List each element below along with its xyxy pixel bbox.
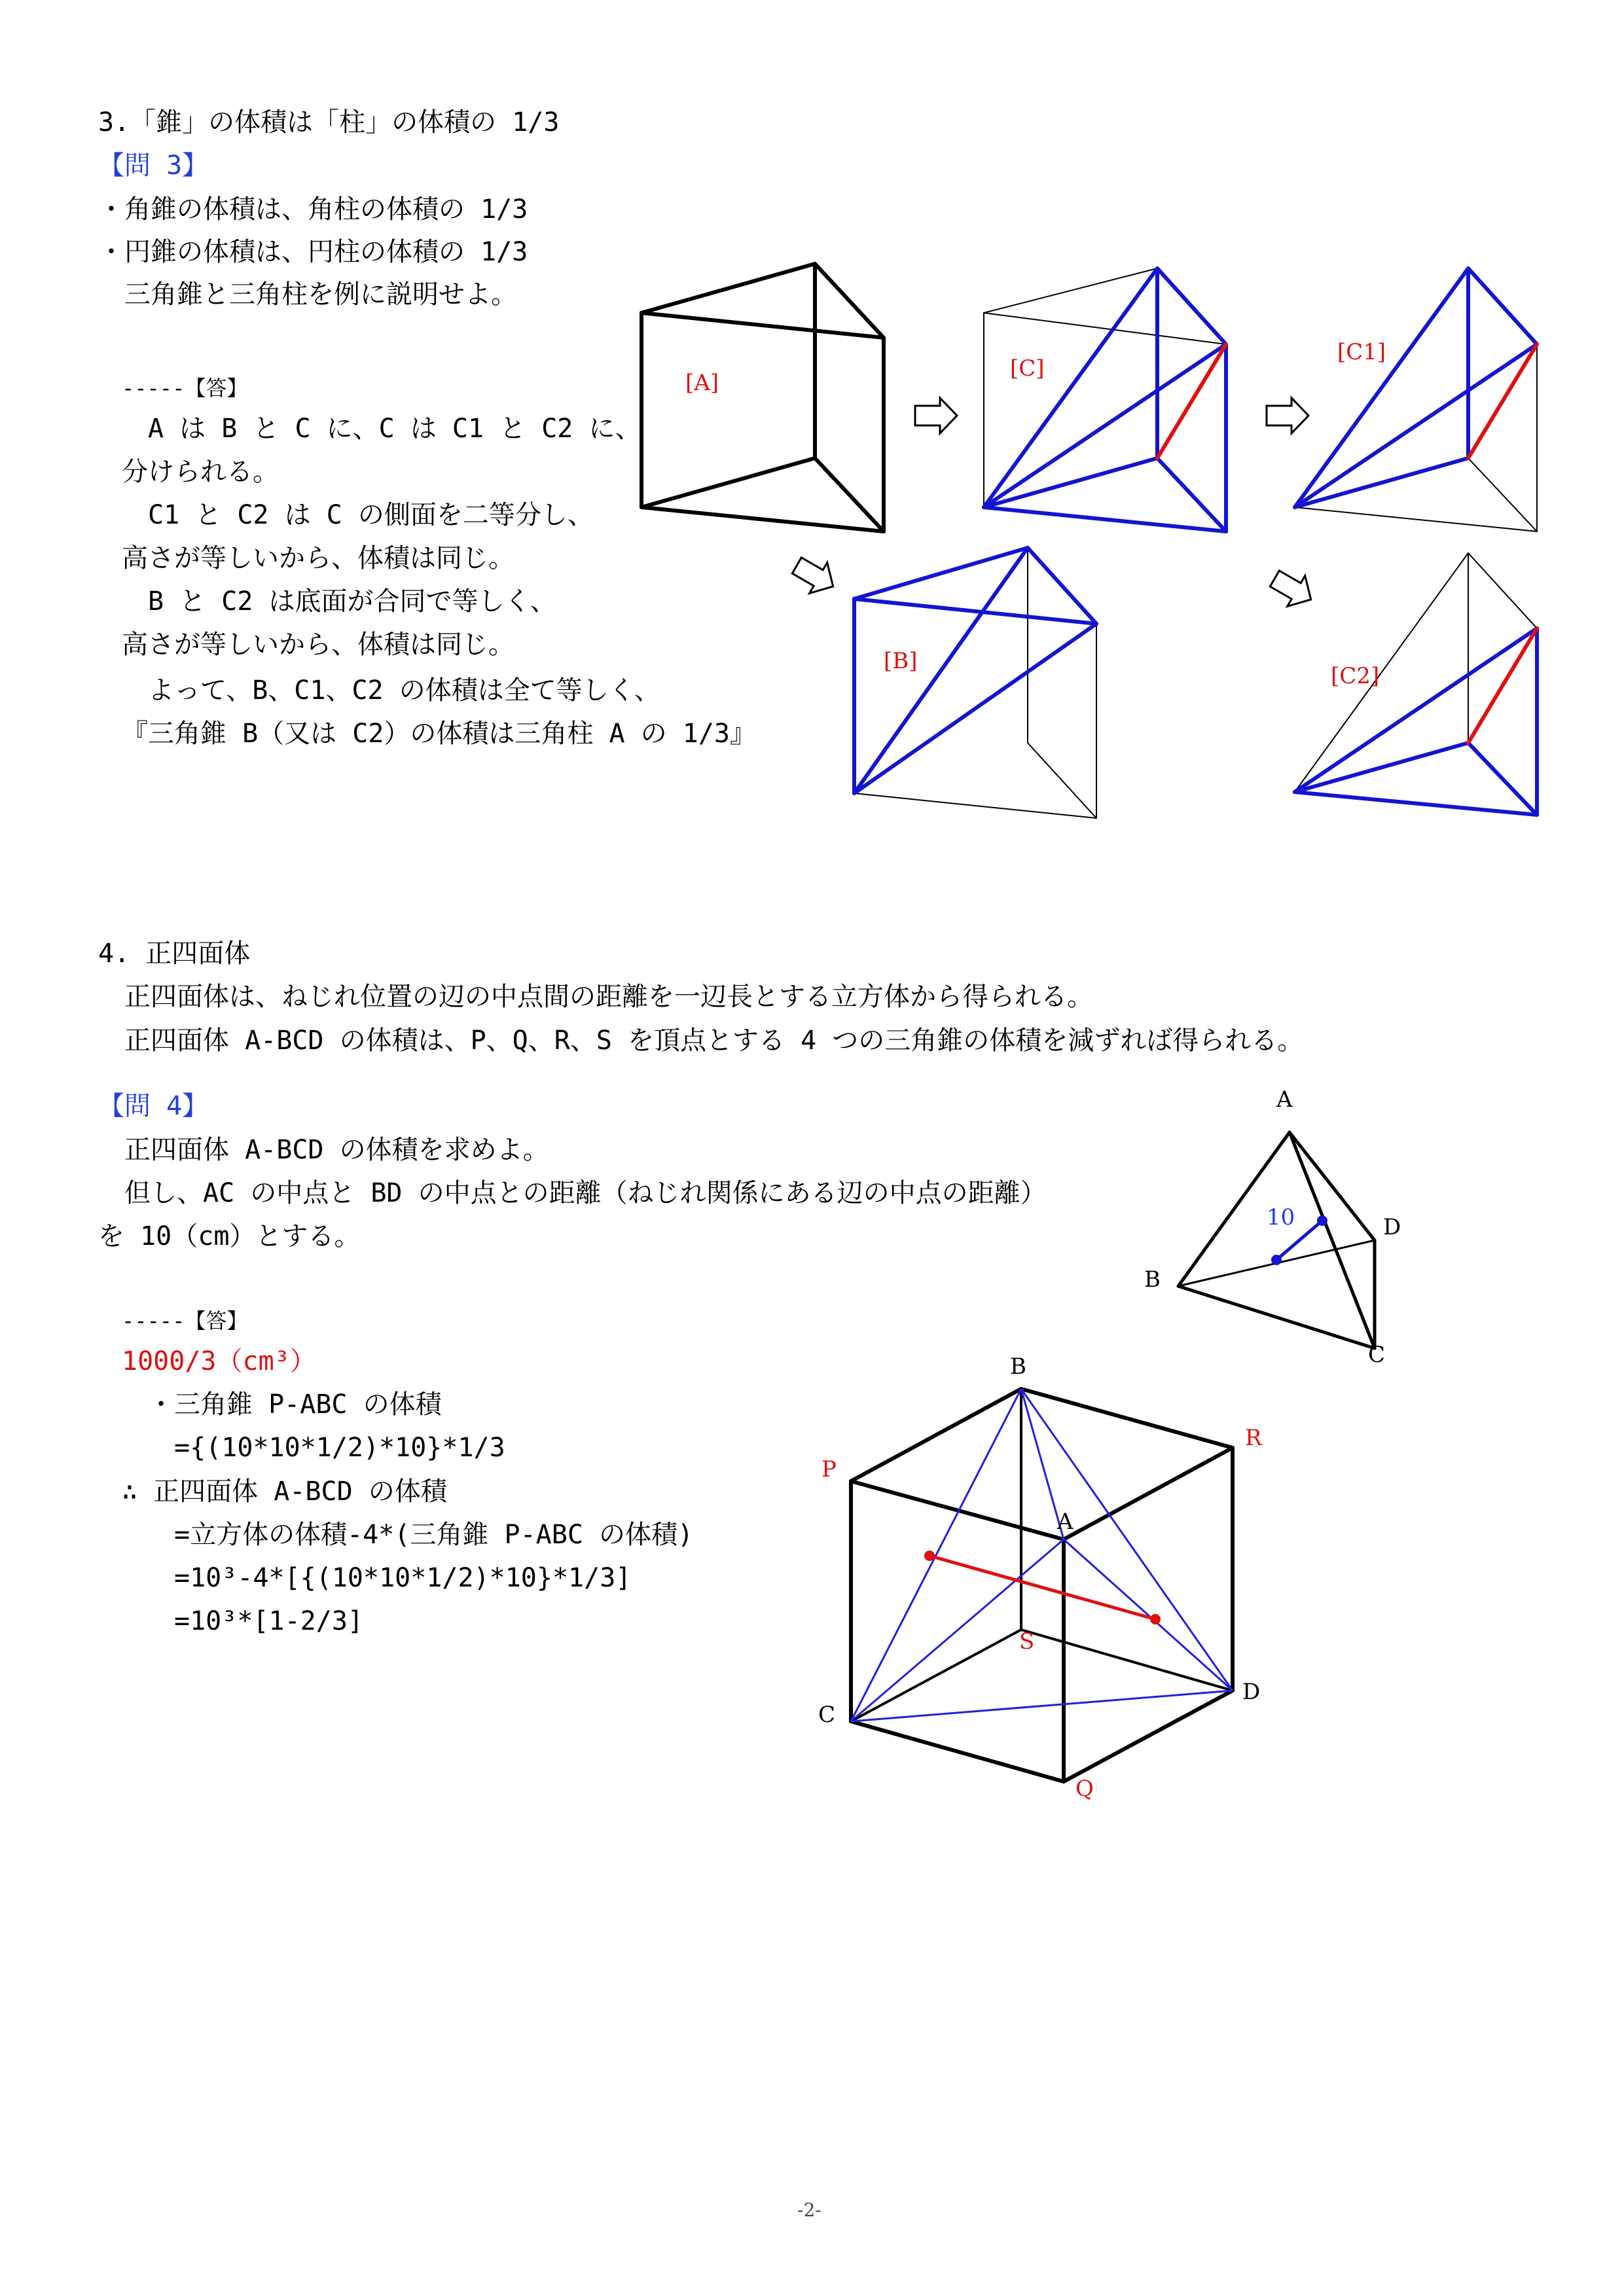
section3-answer-line: 分けられる。 — [122, 457, 279, 487]
section4-heading: 4. 正四面体 — [98, 939, 251, 969]
section3-question-line: 三角錐と三角柱を例に説明せよ。 — [98, 279, 517, 310]
midpoint-dot — [1317, 1215, 1327, 1226]
section4-answer-line: ={(10*10*1/2)*10}*1/3 — [122, 1433, 505, 1463]
section3-heading: 3.「錐」の体積は「柱」の体積の 1/3 — [98, 107, 560, 137]
section4-answer-line: ・三角錐 P-ABC の体積 — [122, 1390, 442, 1420]
section3-answer-line: B と C2 は底面が合同で等しく、 — [122, 586, 556, 617]
page-number: -2- — [797, 2199, 821, 2221]
tetra-label-C: C — [1368, 1342, 1386, 1368]
figure-label-A: [A] — [685, 370, 719, 396]
cube-label-A: A — [1057, 1509, 1074, 1535]
cube-label-D: D — [1242, 1679, 1261, 1705]
section4-question-line: 正四面体 A-BCD の体積を求めよ。 — [98, 1135, 549, 1165]
cube-label-P: P — [821, 1456, 837, 1482]
section4-question-line: 但し、AC の中点と BD の中点との距離（ねじれ関係にある辺の中点の距離） — [98, 1178, 1047, 1208]
cube-label-B: B — [1010, 1354, 1026, 1380]
cube-label-Q: Q — [1075, 1776, 1094, 1802]
figure-label-C1: [C1] — [1337, 339, 1386, 365]
section4-intro-line: 正四面体は、ねじれ位置の辺の中点間の距離を一辺長とする立方体から得られる。 — [98, 982, 1093, 1012]
midpoint-dot — [1271, 1255, 1282, 1265]
cube-label-C: C — [818, 1702, 836, 1728]
section3-question-label: 【問 3】 — [98, 151, 209, 181]
section3-question-line: ・角錐の体積は、角柱の体積の 1/3 — [98, 194, 528, 224]
section4-answer-line: =10³-4*[{(10*10*1/2)*10}*1/3] — [122, 1563, 632, 1593]
tetra-label-D: D — [1383, 1214, 1401, 1240]
figure-label-C: [C] — [1010, 355, 1045, 382]
section3-answer-line: 『三角錐 B（又は C2）の体積は三角柱 A の 1/3』 — [122, 719, 756, 749]
section4-question-line: を 10（cm）とする。 — [98, 1221, 361, 1251]
section4-answer-line: =立方体の体積-4*(三角錐 P-ABC の体積) — [122, 1520, 694, 1550]
section4-intro-line: 正四面体 A-BCD の体積は、P、Q、R、S を頂点とする 4 つの三角錐の体積を減ずれば得られる。 — [98, 1026, 1304, 1056]
section3-answer-line: よって、B、C1、C2 の体積は全て等しく、 — [122, 675, 660, 706]
section3-answer-line: C1 と C2 は C の側面を二等分し、 — [122, 500, 594, 530]
section4-answer-line: =10³*[1-2/3] — [122, 1606, 363, 1636]
section4-answer-result: 1000/3（cm³） — [122, 1346, 316, 1376]
cube-with-tetrahedron — [851, 1389, 1233, 1782]
section4-answer-label: -----【答】 — [122, 1308, 248, 1333]
section3-answer-label: -----【答】 — [122, 376, 248, 401]
midpoint-dot — [1150, 1614, 1161, 1624]
tetra-distance-label: 10 — [1267, 1204, 1295, 1230]
section4-answer-line: ∴ 正四面体 A-BCD の体積 — [122, 1477, 447, 1507]
section3-question-line: ・円錐の体積は、円柱の体積の 1/3 — [98, 237, 528, 267]
section4-question-label: 【問 4】 — [98, 1091, 209, 1121]
tetrahedron-small — [1178, 1132, 1375, 1348]
section3-answer-line: 高さが等しいから、体積は同じ。 — [122, 630, 514, 660]
figure-label-B: [B] — [884, 648, 918, 674]
cube-label-S: S — [1019, 1628, 1035, 1655]
tetra-label-B: B — [1144, 1266, 1161, 1293]
figure-label-C2: [C2] — [1331, 663, 1380, 689]
section3-answer-line: A は B と C に、C は C1 と C2 に、 — [122, 414, 641, 444]
midpoint-dot — [924, 1551, 935, 1561]
tetra-label-A: A — [1276, 1086, 1293, 1113]
cube-label-R: R — [1245, 1425, 1262, 1451]
section3-answer-line: 高さが等しいから、体積は同じ。 — [122, 543, 514, 573]
